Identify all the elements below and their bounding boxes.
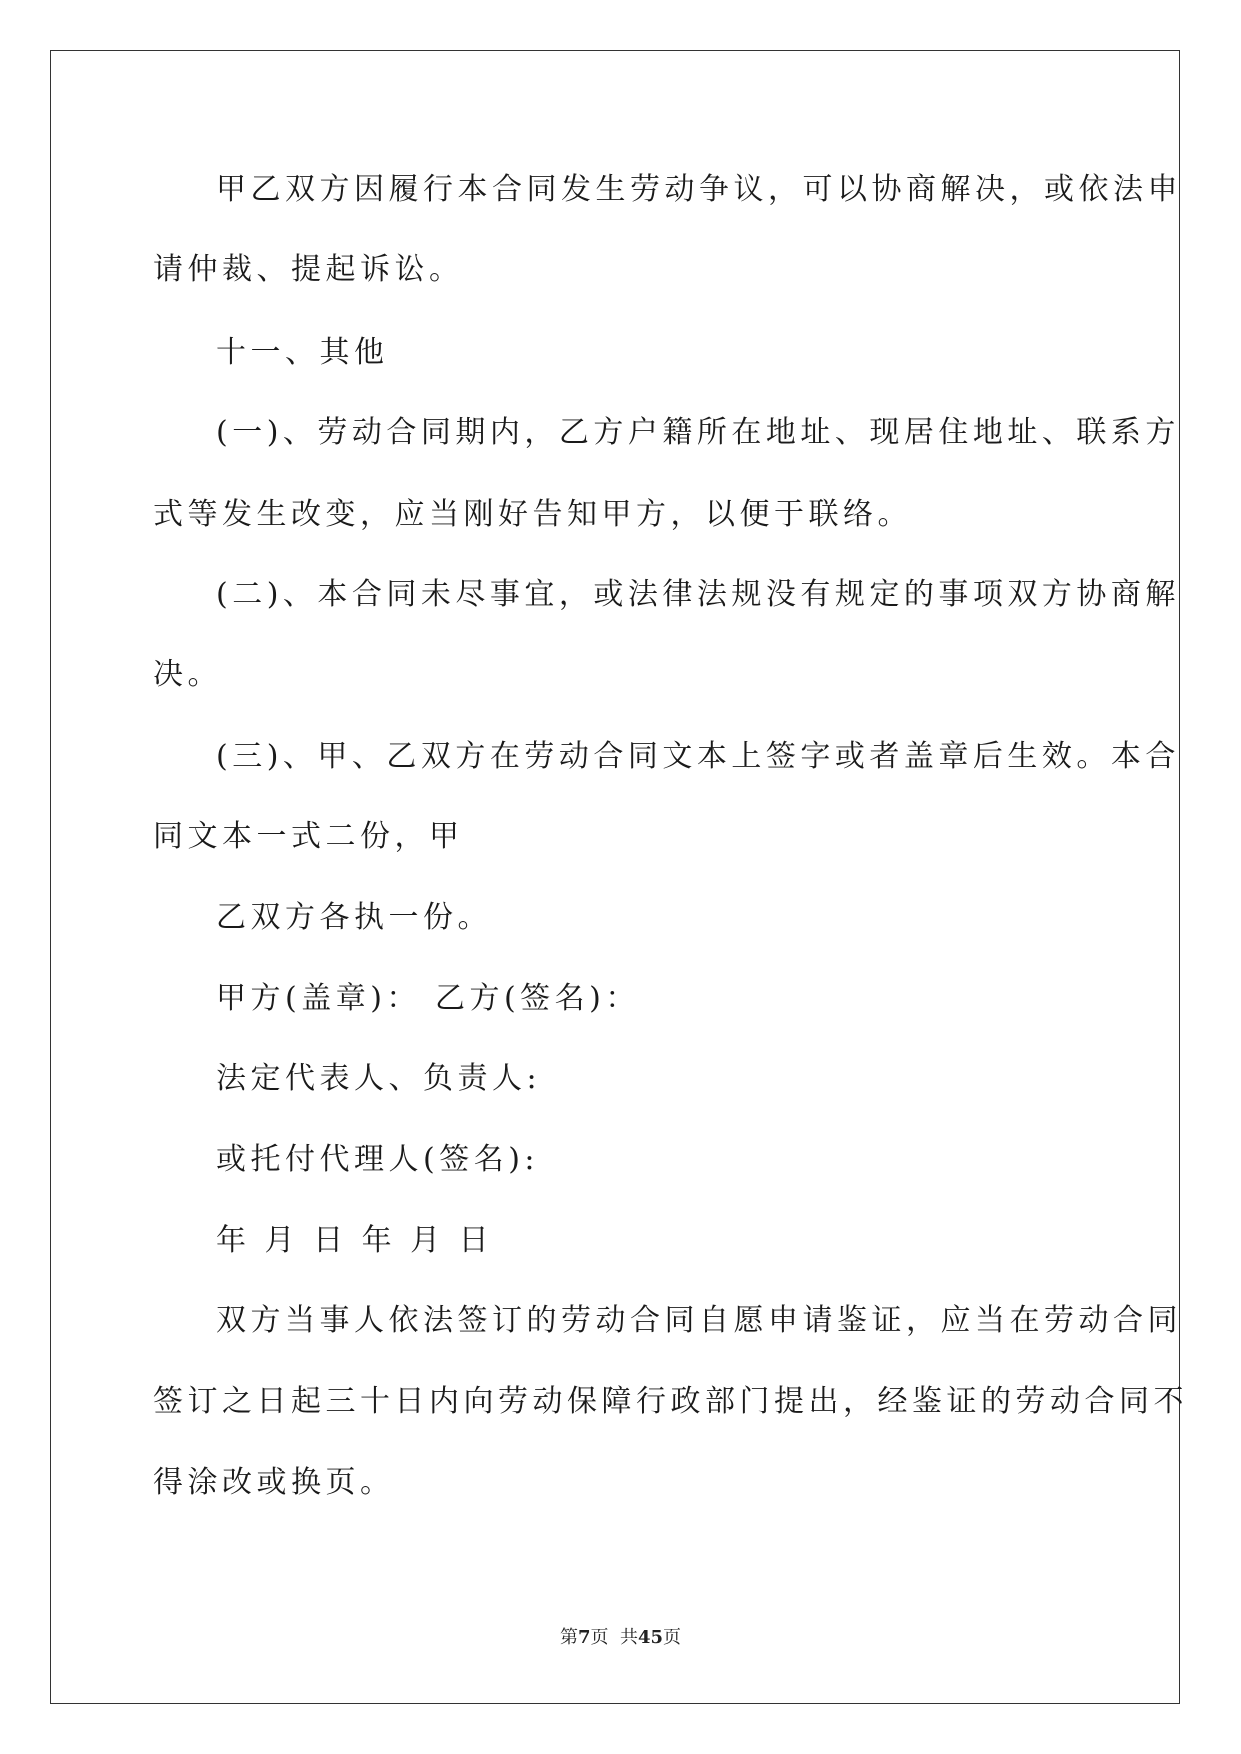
signature-line: 法定代表人、负责人: <box>216 1061 542 1096</box>
paragraph-line: 甲乙双方因履行本合同发生劳动争议，可以协商解决，或依法申 <box>216 172 1182 207</box>
paragraph-line: (二)、本合同未尽事宜，或法律法规没有规定的事项双方协商解 <box>216 577 1180 612</box>
paragraph-line: 得涂改或换页。 <box>153 1465 395 1500</box>
page-footer <box>0 1626 1241 1650</box>
total-page-number: 45 <box>637 1627 664 1648</box>
paragraph-line: (一)、劳动合同期内，乙方户籍所在地址、现居住地址、联系方 <box>216 415 1180 450</box>
paragraph-line: 双方当事人依法签订的劳动合同自愿申请鉴证，应当在劳动合同 <box>216 1303 1182 1338</box>
footer-mid: 页 共 <box>590 1627 638 1648</box>
signature-line: 甲方(盖章)： 乙方(签名)： <box>216 981 640 1016</box>
section-heading: 十一、其他 <box>216 335 389 370</box>
footer-prefix: 第 <box>559 1627 578 1648</box>
date-line: 年 月 日 年 月 日 <box>216 1223 494 1258</box>
current-page-number: 7 <box>577 1627 591 1648</box>
footer-suffix: 页 <box>663 1627 682 1648</box>
paragraph-line: (三)、甲、乙双方在劳动合同文本上签字或者盖章后生效。本合 <box>216 739 1180 774</box>
paragraph-line: 决。 <box>153 657 222 692</box>
paragraph-line: 式等发生改变，应当刚好告知甲方，以便于联络。 <box>153 497 912 532</box>
paragraph-line: 签订之日起三十日内向劳动保障行政部门提出，经鉴证的劳动合同不 <box>153 1384 1188 1419</box>
paragraph-line: 请仲裁、提起诉讼。 <box>153 252 464 287</box>
page-border <box>50 50 1180 1704</box>
signature-line: 或托付代理人(签名): <box>216 1142 540 1177</box>
paragraph-line: 同文本一式二份，甲 <box>153 819 464 854</box>
paragraph-line: 乙双方各执一份。 <box>216 900 492 935</box>
